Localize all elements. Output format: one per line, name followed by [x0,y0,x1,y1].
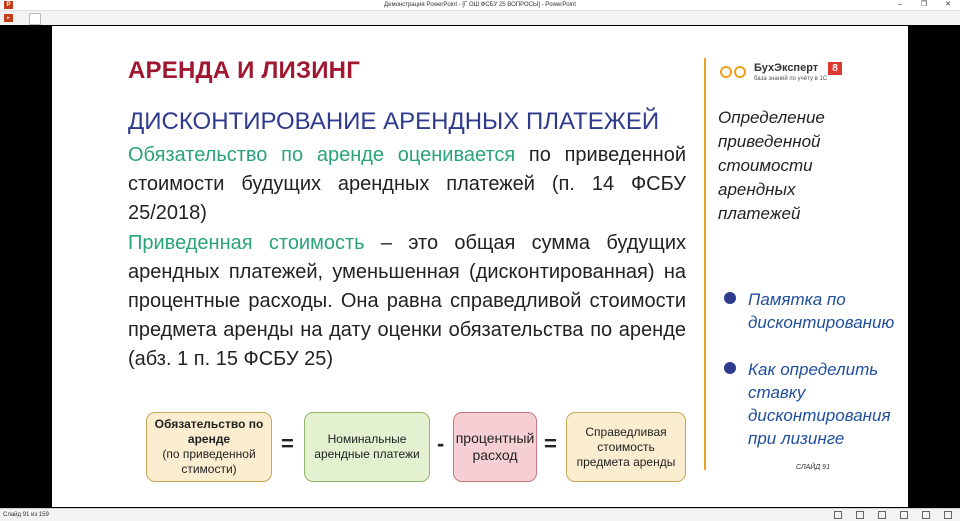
formula-box-liability-title: Обязательство по аренде [154,417,264,446]
owl-eyes-icon [720,66,750,78]
equals-sign: = [544,431,557,456]
formula-box-liability-note: (по приведенной стимости) [162,447,256,476]
formula-box-interest: процентный расход [453,412,537,482]
slideshow-icon[interactable]: ▸ [4,14,13,22]
highlight-text: Приведенная стоимость [128,232,365,254]
side-caption: Определение приведенной стоимости арендных платежей [718,108,825,223]
blank-document-icon[interactable] [29,13,41,25]
slideshow-view-icon[interactable] [922,511,930,519]
normal-view-icon[interactable] [834,511,842,519]
window-title: Демонстрация PowerPoint - [Г ОШ ФСБУ 25 ВОПРОСЫ] - PowerPoint [384,2,576,8]
link-discount-rate-leasing[interactable] [724,358,904,454]
highlight-text: Обязательство по аренде оценивается [128,144,516,166]
status-bar [0,508,960,521]
slide-number: СЛАЙД 91 [796,464,830,471]
divider-line [704,58,706,470]
fit-slide-icon[interactable] [944,511,952,519]
slide-title: АРЕНДА И ЛИЗИНГ [128,57,361,84]
window-titlebar [0,0,960,11]
link-label[interactable]: Памятка по дисконтированию [748,290,895,332]
slide-sorter-icon[interactable] [856,511,864,519]
logo-tagline: база знаний по учёту в 1С [754,76,828,82]
powerpoint-app-icon[interactable]: P [4,1,13,9]
equals-sign: = [281,431,294,456]
bullet-icon [724,362,736,374]
formula-box-fair-value: Справедливая стоимость предмета аренды [566,412,686,482]
restore-button[interactable]: ❐ [920,1,928,8]
settings-icon[interactable] [900,511,908,519]
logo-badge: 8 [828,62,842,75]
minus-sign: - [437,431,445,456]
body-text: – это общая сумма будущих арендных платежей, уменьшенная (дисконтированная) на процентные расходы. Она равна справедливой стоимости предмета аренды на дату оценки обязательства по аренде (абз. 1 п. 15 ФСБУ 25) [128,232,686,370]
link-label[interactable]: Как определить ставку дисконтирования при лизинге [748,360,891,448]
link-discount-memo[interactable] [724,288,904,336]
paragraph-lease-liability [128,141,686,228]
toolbar-strip [0,11,960,25]
formula-box-liability [146,412,272,482]
reading-view-icon[interactable] [878,511,886,519]
bullet-icon [724,292,736,304]
logo-name: БухЭксперт [754,62,819,74]
minimize-button[interactable]: – [898,1,902,8]
buhexpert-logo [720,62,842,88]
close-button[interactable]: ✕ [945,1,951,8]
body-text: по приведенной стоимости будущих арендных платежей (п. 14 ФСБУ 25/2018) [128,144,686,224]
formula-box-nominal-payments: Номинальные арендные платежи [304,412,430,482]
slide-counter: Слайд 91 из 159 [3,512,49,518]
paragraph-present-value [128,229,686,374]
slide-subtitle: ДИСКОНТИРОВАНИЕ АРЕНДНЫХ ПЛАТЕЖЕЙ [128,108,660,135]
slide-canvas [52,26,908,507]
